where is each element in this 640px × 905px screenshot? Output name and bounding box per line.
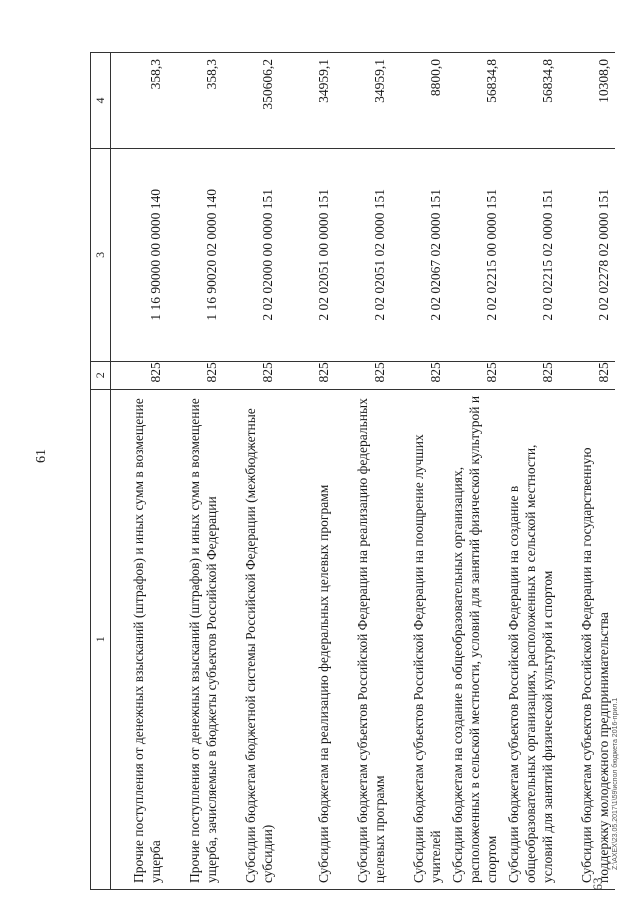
row-name: Субсидии бюджетам субъектов Российской Федерации на создание в общеобразовательных организациях, расположенных в сельской местности, условий для занятий физической культурой и спортом: [503, 389, 559, 889]
row-code: 2 02 02051 00 0000 151: [279, 148, 335, 361]
header-row: [91, 53, 111, 890]
row-admin: 825: [391, 361, 447, 389]
row-admin: 825: [111, 361, 168, 389]
corner-page-number: 63: [590, 877, 605, 891]
row-amount: 34959,1: [335, 53, 391, 149]
row-name: Субсидии бюджетам субъектов Российской Федерации на государственную поддержку молодежного предпринимательства: [559, 389, 615, 889]
row-name: Прочие поступления от денежных взысканий (штрафов) и иных сумм в возмещение ущерба, зачисляемые в бюджеты субъектов Российской Федерации: [167, 389, 223, 889]
row-name: Прочие поступления от денежных взысканий (штрафов) и иных сумм в возмещение ущерба: [111, 389, 168, 889]
row-admin: 825: [167, 361, 223, 389]
table-row: [447, 53, 503, 890]
table-row: [503, 53, 559, 890]
row-amount: 10308,0: [559, 53, 615, 149]
row-admin: 825: [335, 361, 391, 389]
row-code: 2 02 02278 02 0000 151: [559, 148, 615, 361]
row-code: 2 02 02215 00 0000 151: [447, 148, 503, 361]
row-code: 2 02 02215 02 0000 151: [503, 148, 559, 361]
table-row: [335, 53, 391, 890]
table-row: [111, 53, 168, 890]
row-admin: 825: [279, 361, 335, 389]
header-col-4: 4: [91, 53, 111, 149]
row-amount: 358,3: [167, 53, 223, 149]
row-amount: 56834,8: [503, 53, 559, 149]
row-name: Субсидии бюджетам субъектов Российской Федерации на реализацию федеральных целевых программ: [335, 389, 391, 889]
row-code: 2 02 02000 00 0000 151: [223, 148, 279, 361]
row-admin: 825: [559, 361, 615, 389]
row-admin: 825: [503, 361, 559, 389]
header-col-2: 2: [91, 361, 111, 389]
row-name: Субсидии бюджетам на создание в общеобразовательных организациях, расположенных в сельской местности, условий для занятий физической культурой и спортом: [447, 389, 503, 889]
budget-table: [90, 52, 615, 890]
row-code: 1 16 90020 02 0000 140: [167, 148, 223, 361]
page-number: 61: [34, 449, 49, 463]
table-row: [167, 53, 223, 890]
header-col-3: 3: [91, 148, 111, 361]
row-amount: 8800,0: [391, 53, 447, 149]
row-amount: 56834,8: [447, 53, 503, 149]
row-code: 2 02 02067 02 0000 151: [391, 148, 447, 361]
header-col-1: 1: [91, 389, 111, 889]
row-name: Субсидии бюджетам на реализацию федеральных целевых программ: [279, 389, 335, 889]
table-row: [223, 53, 279, 890]
row-code: 2 02 02051 02 0000 151: [335, 148, 391, 361]
row-amount: 350606,2: [223, 53, 279, 149]
table-row: [279, 53, 335, 890]
row-admin: 825: [447, 361, 503, 389]
row-amount: 34959,1: [279, 53, 335, 149]
table-row: [391, 53, 447, 890]
row-amount: 358,3: [111, 53, 168, 149]
footer-file-path: Z:\АХЕХ\23.05.2017\1\59\испол бюджета 2016-прил.1: [612, 697, 619, 870]
table-row: [559, 53, 615, 890]
row-name: Субсидии бюджетам бюджетной системы Российской Федерации (межбюджетные субсидии): [223, 389, 279, 889]
row-admin: 825: [223, 361, 279, 389]
row-name: Субсидии бюджетам субъектов Российской Федерации на поощрение лучших учителей: [391, 389, 447, 889]
row-code: 1 16 90000 00 0000 140: [111, 148, 168, 361]
